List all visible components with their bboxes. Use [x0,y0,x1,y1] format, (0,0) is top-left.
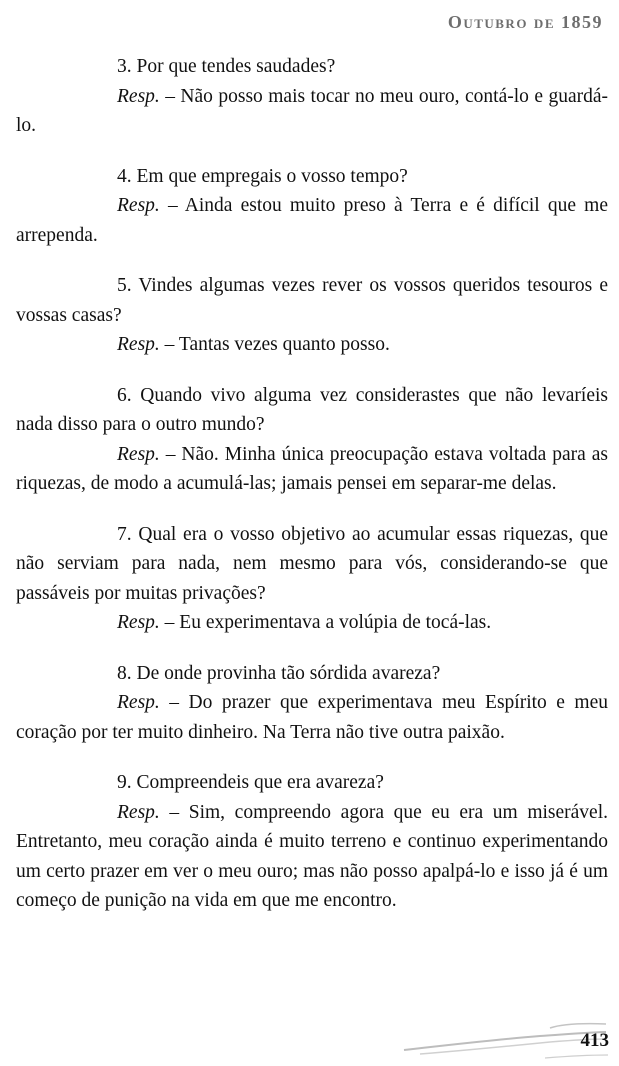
qa-item-6 [16,381,608,499]
resp-label: Resp. [117,334,160,355]
answer-paragraph [16,688,608,747]
answer-text: – Não. Minha única preocupação estava voltada para as riquezas, de modo a acumulá-las; jamais pensei em separar-me delas. [16,443,608,494]
question: 9. Compreendeis que era avareza? [117,772,384,793]
question: 5. Vindes algumas vezes rever os vossos queridos tesouros e vossas casas? [16,275,608,326]
qa-item-4 [16,162,608,251]
qa-item-5 [16,271,608,360]
qa-item-7 [16,520,608,638]
resp-label: Resp. [117,692,160,713]
resp-label: Resp. [117,801,160,823]
question: 4. Em que empregais o vosso tempo? [117,165,408,187]
answer-text: – Sim, compreendo agora que eu era um miserável. Entretanto, meu coração ainda é muito terreno e continuo experimentando um certo prazer em ver o meu ouro; mas não posso apalpá-lo e isso já é um começo de punição na vida em que me encontro. [16,801,608,911]
answer-text: – Do prazer que experimentava meu Espírito e meu coração por ter muito dinheiro. Na Terra não tive outra paixão. [16,692,608,743]
answer-text: – Eu experimentava a volúpia de tocá-las. [159,612,492,633]
question: 6. Quando vivo alguma vez considerastes que não levaríeis nada disso para o outro mundo? [16,384,608,435]
page-body [16,52,608,937]
qa-item-3 [16,52,608,141]
answer-text: – Tantas vezes quanto posso. [159,334,390,355]
answer-text: – Não posso mais tocar no meu ouro, contá-lo e guardá-lo. [16,85,608,136]
page-number: 413 [580,1030,609,1051]
answer-paragraph [16,608,608,638]
resp-label: Resp. [117,85,160,107]
resp-label: Resp. [117,195,160,216]
answer-paragraph [16,330,608,360]
question: 8. De onde provinha tão sórdida avareza? [117,662,441,684]
qa-item-9 [16,768,608,916]
footer-swash-ornament [400,1018,610,1062]
answer-paragraph [16,440,608,499]
answer-paragraph [16,82,608,141]
answer-paragraph [16,798,608,916]
question: 3. Por que tendes saudades? [117,56,336,77]
resp-label: Resp. [117,443,160,465]
question: 7. Qual era o vosso objetivo ao acumular essas riquezas, que não serviam para nada, nem mesmo para vós, considerando-se que passáveis por muitas privações? [16,523,608,604]
answer-text: – Ainda estou muito preso à Terra e é difícil que me arrependa. [16,195,608,246]
qa-item-8 [16,659,608,748]
answer-paragraph [16,191,608,250]
resp-label: Resp. [117,612,160,633]
running-header: Outubro de 1859 [447,12,603,32]
